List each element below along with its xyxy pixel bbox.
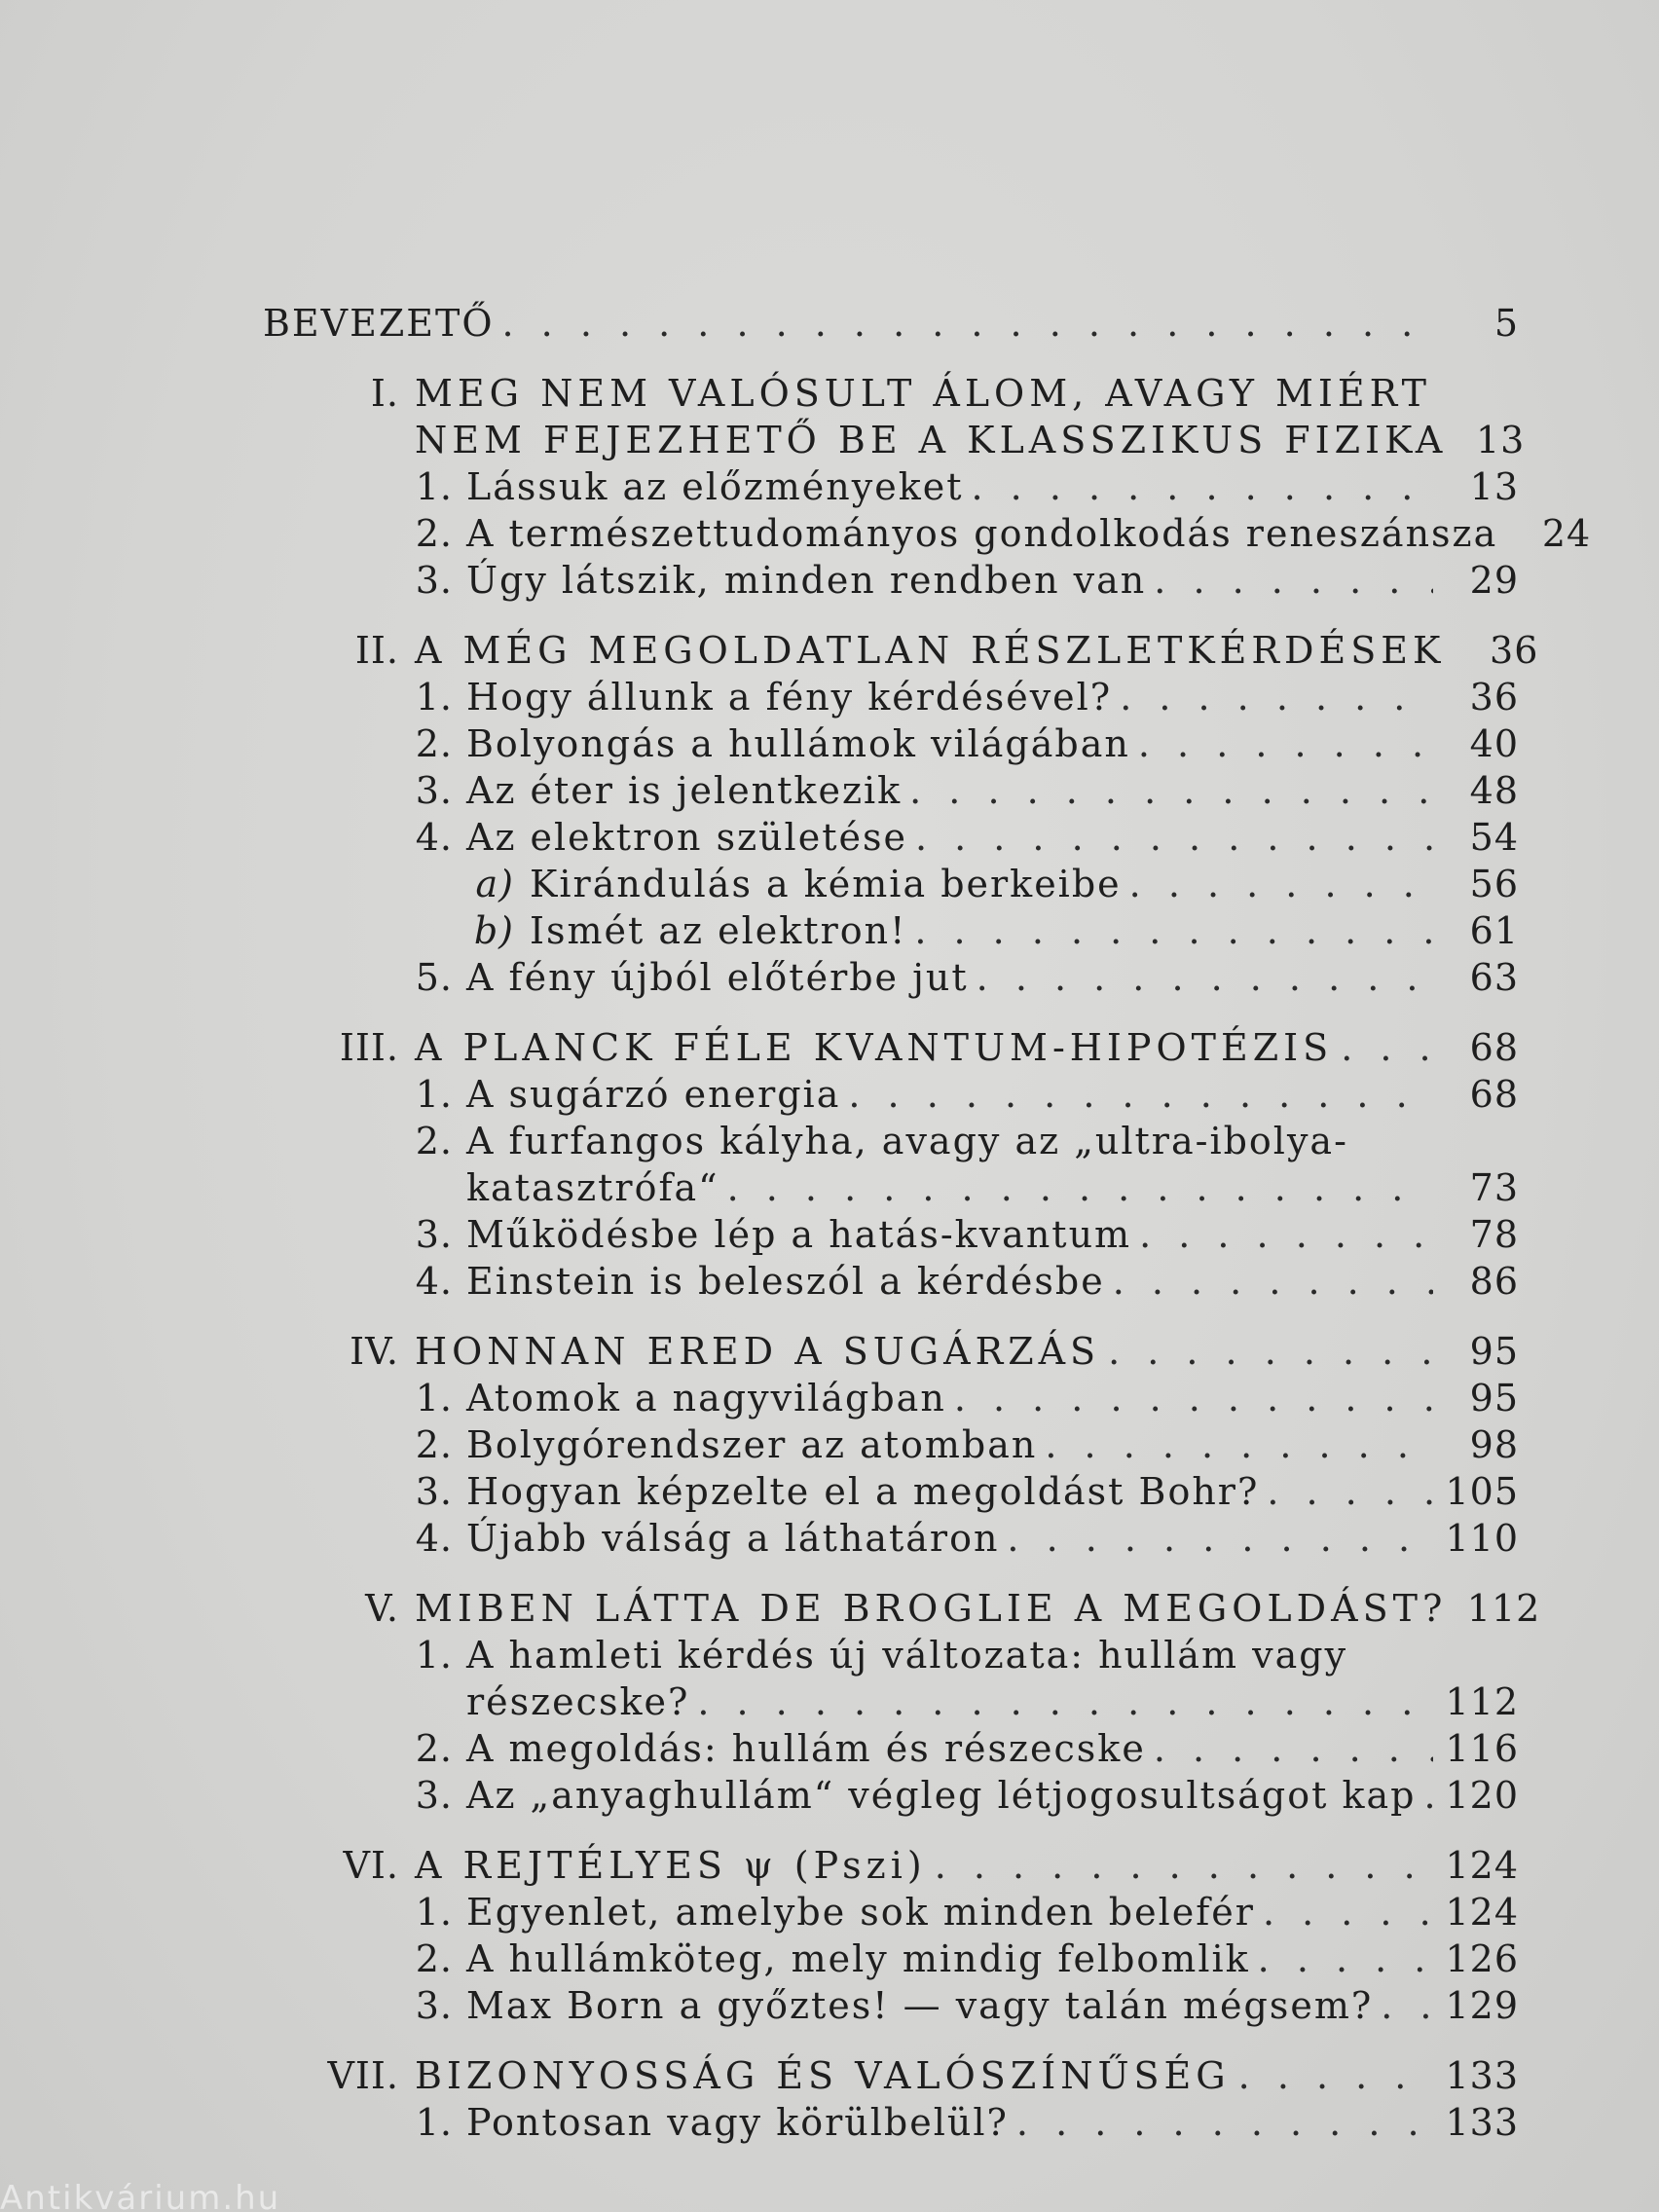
section-entry (263, 1375, 1519, 1421)
section-entry-title: részecske? (466, 1680, 690, 1723)
section-entry-number: 3. (415, 1774, 453, 1817)
section-entry-page: 40 (1469, 722, 1519, 765)
section-entry-number: 1. (415, 1634, 453, 1677)
section-entry (263, 1211, 1519, 1258)
leader-dots (1113, 1258, 1433, 1305)
section-entry-number: 2. (415, 722, 453, 765)
section-entry (263, 1421, 1519, 1468)
section-entry-number: 2. (415, 512, 453, 555)
section-entry (263, 1118, 1519, 1164)
section-entry-title: Működésbe lép a hatás-kvantum (466, 1213, 1132, 1256)
section-entry-number: 5. (415, 956, 453, 999)
section-entry (263, 1889, 1519, 1936)
chapter-heading (263, 627, 1539, 674)
section-entry-number: 2. (415, 1120, 453, 1162)
leader-dots (954, 1375, 1433, 1421)
leader-dots (1139, 1211, 1433, 1258)
chapter-list (263, 347, 1592, 2146)
section-entry-number: 4. (415, 1517, 453, 1560)
section-entry-number: 3. (415, 1470, 453, 1513)
chapter-heading-title: BIZONYOSSÁG ÉS VALÓSZÍNŰSÉG (415, 2054, 1231, 2097)
chapter-heading-title: A REJTÉLYES ψ (Pszi) (415, 1844, 927, 1887)
section-entry-page: 98 (1469, 1423, 1519, 1466)
chapter-heading-number: VII. (327, 2054, 399, 2097)
leader-dots (1154, 557, 1433, 604)
leader-dots (1238, 2052, 1433, 2099)
section-entry-page: 61 (1469, 909, 1519, 952)
section-entry-title: A sugárzó energia (466, 1073, 841, 1116)
leader-dots (977, 954, 1433, 1001)
chapter-gap (263, 1819, 1519, 1842)
section-entry-page: 126 (1445, 1937, 1519, 1980)
chapter-heading (263, 370, 1519, 417)
section-entry-title: Atomok a nagyvilágban (466, 1377, 946, 1419)
chapter-heading (263, 1328, 1519, 1375)
section-entry (263, 1515, 1519, 1562)
chapter-heading-page: 133 (1445, 2054, 1519, 2097)
section-entry-number: 1. (415, 1377, 453, 1419)
section-entry-page: 24 (1541, 512, 1592, 555)
chapter-heading-title: HONNAN ERED A SUGÁRZÁS (415, 1330, 1101, 1373)
section-entry (263, 720, 1519, 767)
section-entry-page: 13 (1469, 465, 1519, 508)
section-entry-page: 124 (1445, 1891, 1519, 1934)
section-entry-title: katasztrófa“ (466, 1166, 719, 1209)
leader-dots (1267, 1468, 1433, 1515)
chapter-heading-page: 36 (1490, 629, 1539, 672)
section-entry-title: A hamleti kérdés új változata: hullám vagy (466, 1634, 1348, 1677)
section-entry (263, 1632, 1519, 1678)
section-entry-number: 1. (415, 1073, 453, 1116)
section-entry-title: Az elektron születése (466, 816, 907, 859)
chapter-heading-page: 112 (1466, 1587, 1541, 1630)
leader-dots (1016, 2099, 1433, 2146)
chapter-heading-page: 124 (1445, 1844, 1519, 1887)
chapter-heading-title: MIBEN LÁTTA DE BROGLIE A MEGOLDÁST? (415, 1587, 1448, 1630)
section-entry-number: 2. (415, 1423, 453, 1466)
section-entry (263, 674, 1519, 720)
leader-dots (1258, 1936, 1433, 1982)
section-entry-title: Pontosan vagy körülbelül? (466, 2101, 1009, 2144)
intro-page: 5 (1493, 302, 1519, 345)
section-entry (263, 463, 1519, 510)
leader-dots (1120, 674, 1433, 720)
section-entry-number: 3. (415, 559, 453, 602)
leader-dots (1108, 1328, 1433, 1375)
section-entry (263, 557, 1519, 604)
section-entry-page: 116 (1445, 1727, 1519, 1770)
section-entry-number: 4. (415, 1260, 453, 1303)
section-entry-title: Egyenlet, amelybe sok minden belefér (466, 1891, 1255, 1934)
leader-dots (935, 1842, 1433, 1889)
section-entry-title: A furfangos kályha, avagy az „ultra-ibolya- (466, 1120, 1348, 1162)
chapter-gap (263, 2029, 1519, 2052)
chapter-heading-number: IV. (350, 1330, 399, 1373)
toc-intro-entry (263, 300, 1519, 347)
chapter-heading (263, 417, 1526, 463)
section-entry (263, 767, 1519, 814)
section-entry-number: a) (475, 863, 514, 905)
section-entry (263, 1258, 1519, 1305)
section-entry-page: 29 (1469, 559, 1519, 602)
section-entry-title: Az „anyaghullám“ végleg létjogosultságot kap (466, 1774, 1417, 1817)
section-entry-title: Bolyongás a hullámok világában (466, 722, 1130, 765)
leader-dots (727, 1164, 1433, 1211)
leader-dots (1129, 861, 1433, 907)
section-entry-title: A hullámköteg, mely mindig felbomlik (466, 1937, 1250, 1980)
leader-dots (1045, 1421, 1433, 1468)
section-entry-title: Hogyan képzelte el a megoldást Bohr? (466, 1470, 1260, 1513)
section-entry-page: 78 (1469, 1213, 1519, 1256)
leader-dots (914, 907, 1433, 954)
section-entry-number: 2. (415, 1937, 453, 1980)
leader-dots (915, 814, 1433, 861)
leader-dots (1154, 1725, 1433, 1772)
section-entry (263, 1772, 1519, 1819)
leader-dots (1423, 1772, 1433, 1819)
chapter-heading-number: II. (354, 629, 399, 672)
section-entry-page: 105 (1445, 1470, 1519, 1513)
leader-dots (1381, 1982, 1433, 2029)
section-entry-number: 1. (415, 676, 453, 719)
section-entry-number: 1. (415, 465, 453, 508)
leader-dots (502, 300, 1434, 347)
section-entry-page: 48 (1469, 769, 1519, 812)
chapter-gap (263, 1305, 1519, 1328)
section-entry (263, 1936, 1519, 1982)
section-entry (263, 1071, 1519, 1118)
chapter-heading-number: V. (365, 1587, 399, 1630)
chapter-gap (263, 1001, 1519, 1024)
chapter-heading-page: 68 (1469, 1026, 1519, 1069)
section-entry-page: 63 (1469, 956, 1519, 999)
chapter-heading-title: MEG NEM VALÓSULT ÁLOM, AVAGY MIÉRT (415, 372, 1431, 415)
section-entry-page: 133 (1445, 2101, 1519, 2144)
section-entry-title: Hogy állunk a fény kérdésével? (466, 676, 1113, 719)
section-entry-title: Újabb válság a láthatáron (466, 1517, 1000, 1560)
section-entry-page: 86 (1469, 1260, 1519, 1303)
section-entry-page: 68 (1469, 1073, 1519, 1116)
section-entry-number: 3. (415, 1984, 453, 2027)
section-entry-number: 4. (415, 816, 453, 859)
leader-dots (1138, 720, 1433, 767)
section-entry-title: Kirándulás a kémia berkeibe (530, 863, 1122, 905)
section-entry-number: 2. (415, 1727, 453, 1770)
section-entry (263, 954, 1519, 1001)
section-entry (263, 2099, 1519, 2146)
chapter-heading (263, 2052, 1519, 2099)
chapter-gap (263, 347, 1519, 370)
section-entry-page: 95 (1469, 1377, 1519, 1419)
section-entry-number: b) (473, 909, 514, 952)
section-entry-title: A természettudományos gondolkodás reneszánsza (466, 512, 1498, 555)
section-entry-title: Úgy látszik, minden rendben van (466, 559, 1147, 602)
section-entry-title: A fény újból előtérbe jut (466, 956, 969, 999)
section-entry-title: Max Born a győztes! — vagy talán mégsem? (466, 1984, 1374, 2027)
section-entry-title: Bolygórendszer az atomban (466, 1423, 1038, 1466)
leader-dots (1341, 1024, 1433, 1071)
section-entry (263, 1982, 1519, 2029)
section-entry (263, 814, 1519, 861)
section-entry-title: A megoldás: hullám és részecske (466, 1727, 1146, 1770)
leader-dots (1263, 1889, 1433, 1936)
leader-dots (697, 1678, 1433, 1725)
section-entry-title: Lássuk az előzményeket (466, 465, 964, 508)
leader-dots (848, 1071, 1433, 1118)
section-entry-number: 1. (415, 1891, 453, 1934)
section-entry-number: 3. (415, 769, 453, 812)
chapter-heading-title: A MÉG MEGOLDATLAN RÉSZLETKÉRDÉSEK (415, 629, 1446, 672)
section-entry-number: 1. (415, 2101, 453, 2144)
chapter-heading-number: VI. (343, 1844, 399, 1887)
chapter-heading-page: 95 (1469, 1330, 1519, 1373)
chapter-heading-number: III. (339, 1026, 399, 1069)
leader-dots (972, 463, 1433, 510)
section-entry-page: 129 (1445, 1984, 1519, 2027)
section-entry-page: 36 (1469, 676, 1519, 719)
chapter-heading-number: I. (370, 372, 399, 415)
section-entry-title: Az éter is jelentkezik (466, 769, 903, 812)
intro-title: BEVEZETŐ (263, 302, 495, 345)
leader-dots (909, 767, 1433, 814)
section-entry (263, 1164, 1519, 1211)
chapter-heading (263, 1842, 1519, 1889)
section-entry (263, 1725, 1519, 1772)
section-entry-page: 120 (1445, 1774, 1519, 1817)
section-entry (263, 510, 1592, 557)
section-entry-number: 3. (415, 1213, 453, 1256)
chapter-heading-title: NEM FEJEZHETŐ BE A KLASSZIKUS FIZIKA (415, 419, 1448, 461)
chapter-gap (263, 1562, 1519, 1585)
leader-dots (1007, 1515, 1433, 1562)
section-entry-page: 56 (1469, 863, 1519, 905)
watermark: Antikvárium.hu (0, 2179, 281, 2212)
chapter-heading-title: A PLANCK FÉLE KVANTUM-HIPOTÉZIS (415, 1026, 1334, 1069)
section-entry (263, 861, 1519, 907)
section-entry (263, 1468, 1519, 1515)
section-entry-page: 54 (1469, 816, 1519, 859)
section-entry-page: 110 (1445, 1517, 1519, 1560)
section-entry (263, 907, 1519, 954)
table-of-contents (263, 300, 1592, 2146)
section-entry-title: Einstein is beleszól a kérdésbe (466, 1260, 1105, 1303)
section-entry (263, 1678, 1519, 1725)
chapter-gap (263, 604, 1519, 627)
chapter-heading-page: 13 (1475, 419, 1526, 461)
chapter-heading (263, 1585, 1541, 1632)
section-entry-page: 112 (1445, 1680, 1519, 1723)
section-entry-page: 73 (1469, 1166, 1519, 1209)
section-entry-title: Ismét az elektron! (530, 909, 907, 952)
chapter-heading (263, 1024, 1519, 1071)
